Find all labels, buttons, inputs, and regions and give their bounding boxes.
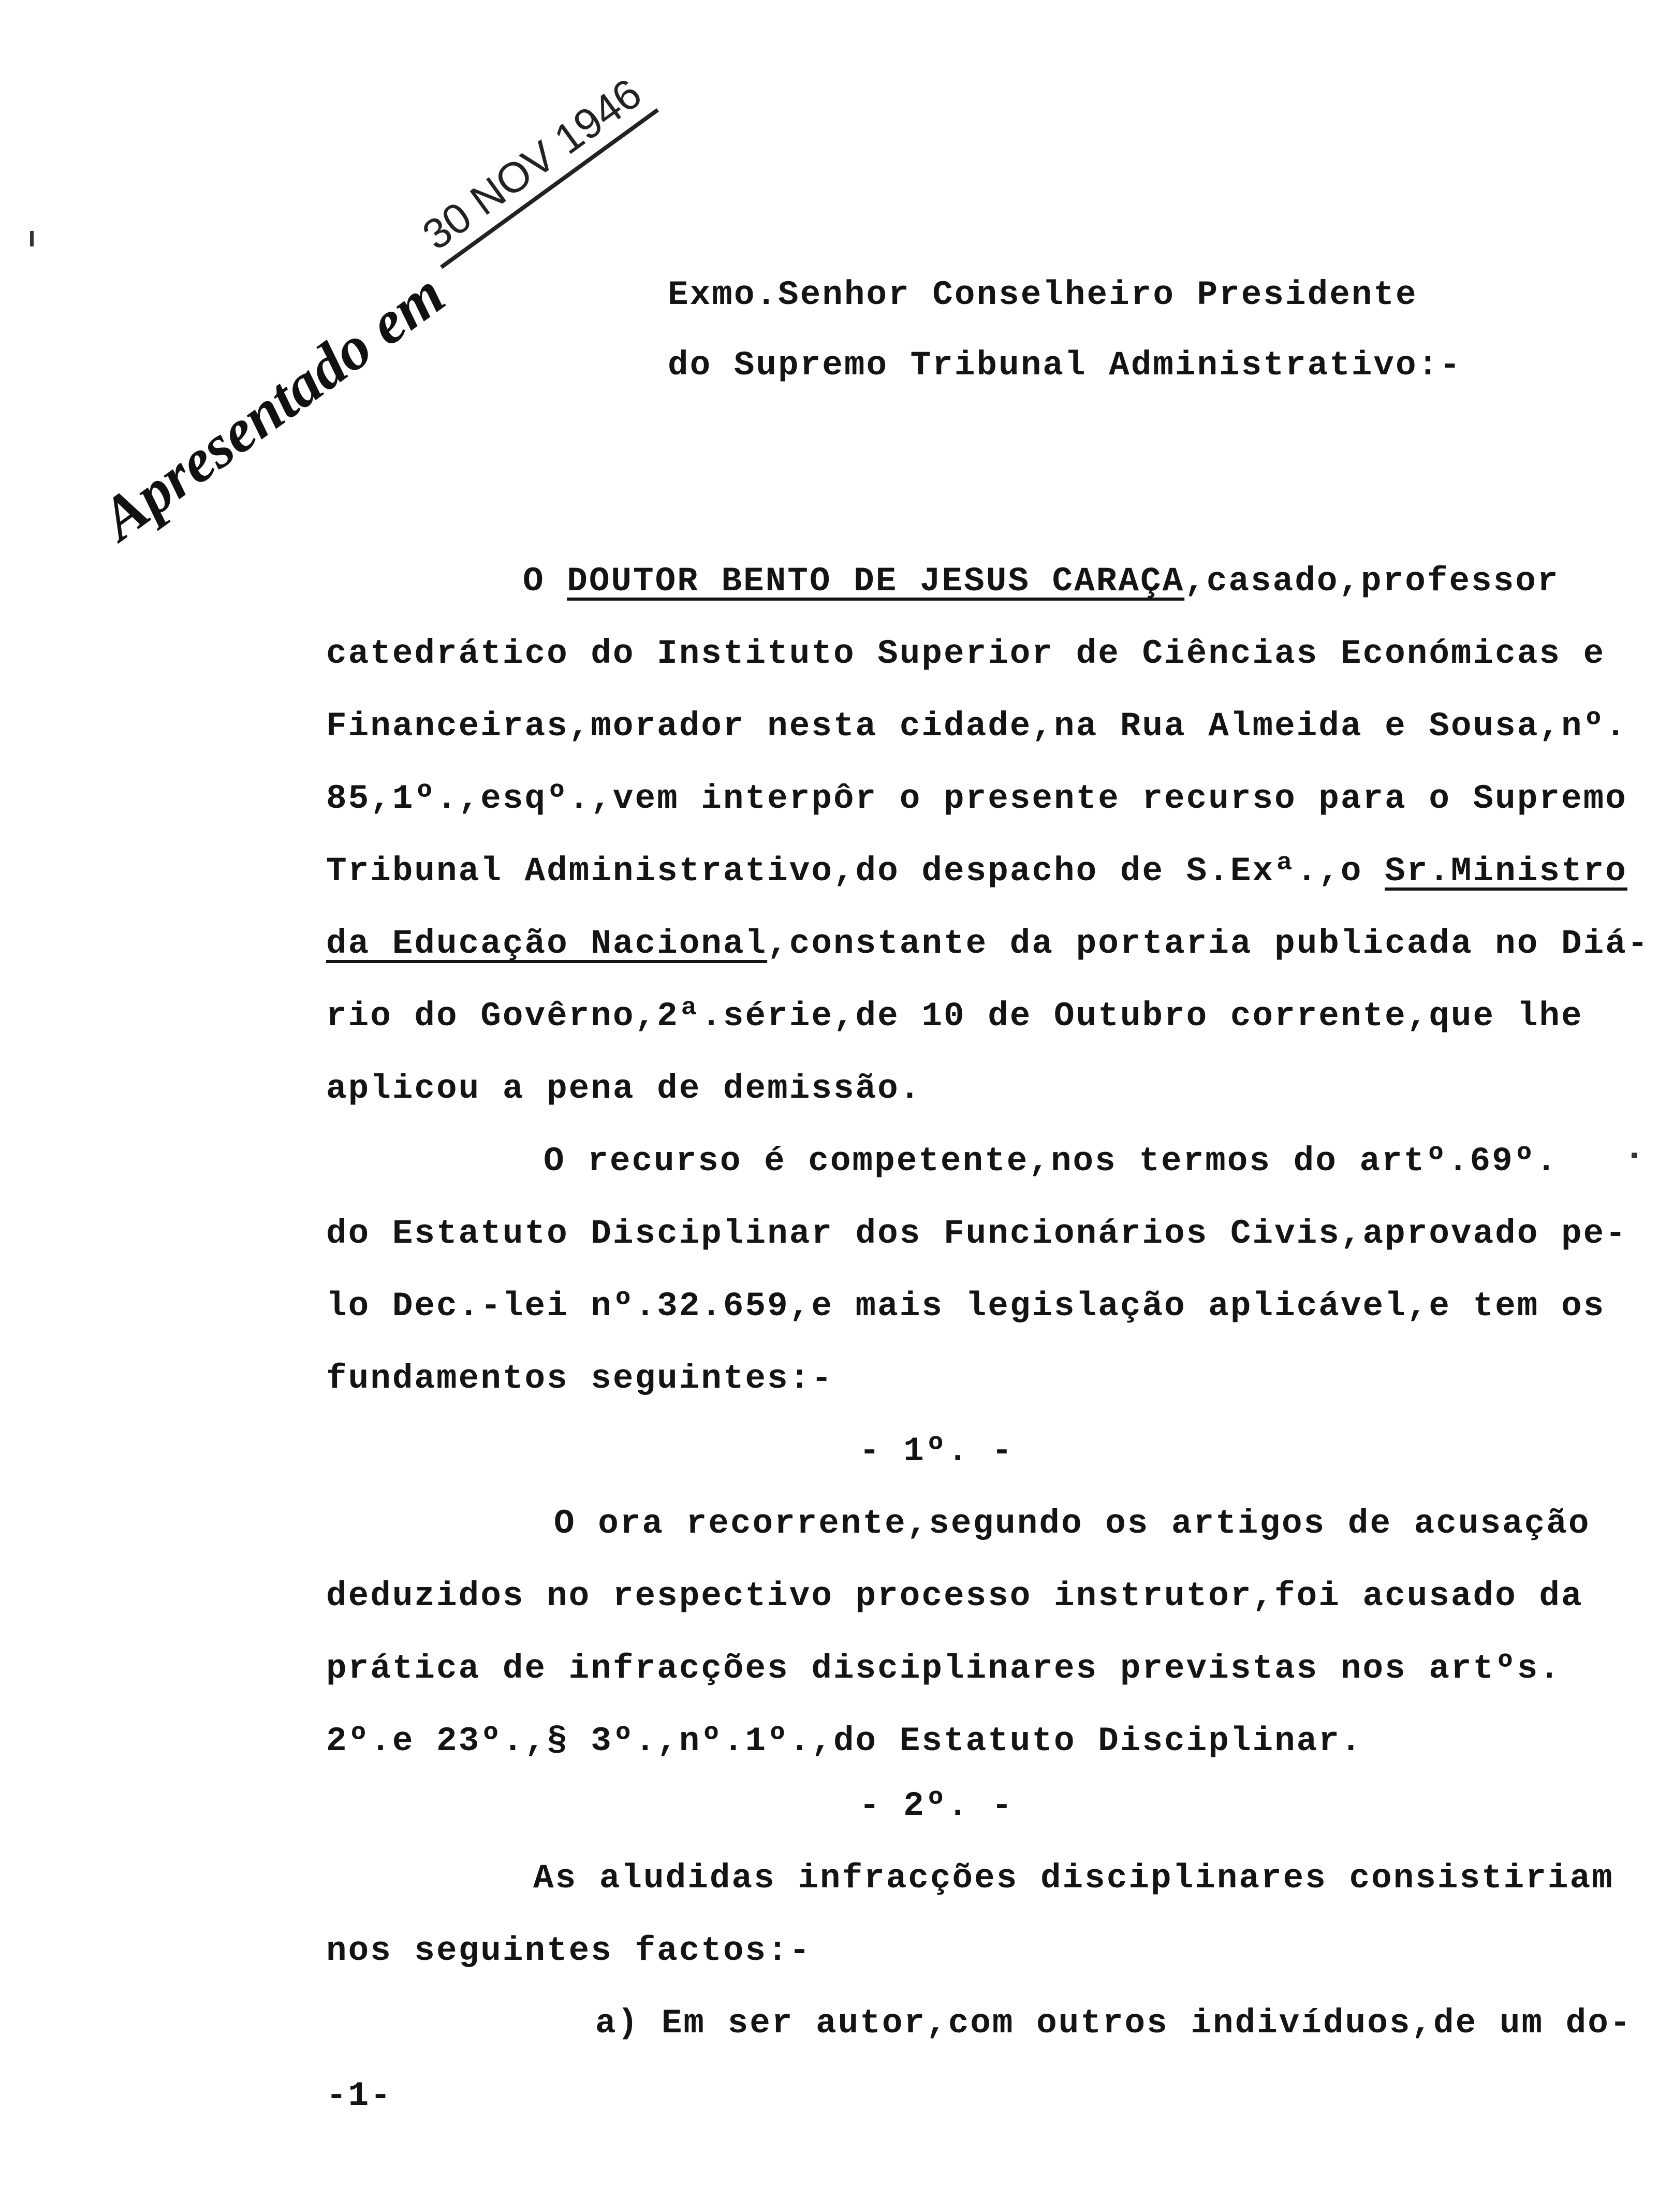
paragraph1-line-6 bbox=[326, 924, 1650, 963]
section2-line-2: nos seguintes factos:- bbox=[326, 1931, 812, 1970]
appellant-name: DOUTOR BENTO DE JESUS CARAÇA bbox=[567, 562, 1185, 601]
page-number: -1- bbox=[326, 2076, 392, 2115]
section2-heading: - 2º. - bbox=[859, 1786, 1014, 1825]
section1-line-2: deduzidos no respectivo processo instrutor,foi acusado da bbox=[326, 1577, 1583, 1616]
section1-heading: - 1º. - bbox=[859, 1432, 1014, 1471]
paragraph1-line-4: 85,1º.,esqº.,vem interpôr o presente recurso para o Supremo bbox=[326, 779, 1627, 818]
ministry-name: da Educação Nacional bbox=[326, 924, 768, 963]
paragraph1-line-1 bbox=[523, 564, 1560, 599]
paragraph2-line-3: lo Dec.-lei nº.32.659,e mais legislação aplicável,e tem os bbox=[326, 1287, 1606, 1326]
minister-title: Sr.Ministro bbox=[1385, 852, 1627, 891]
paragraph1-line-1-suffix: ,casado,professor bbox=[1184, 562, 1560, 601]
section1-line-3: prática de infracções disciplinares previstas nos artºs. bbox=[326, 1649, 1561, 1688]
scan-mark-left bbox=[30, 231, 34, 246]
section2-line-1: As aludidas infracções disciplinares consistiriam bbox=[533, 1859, 1614, 1898]
address-line-1: Exmo.Senhor Conselheiro Presidente bbox=[668, 275, 1418, 314]
scan-mark-right bbox=[1632, 1153, 1637, 1158]
stamp-date: 30 NOV 1946 bbox=[410, 66, 659, 269]
paragraph1-line-2: catedrático do Instituto Superior de Ciências Económicas e bbox=[326, 634, 1606, 673]
paragraph1-line-6-suffix: ,constante da portaria publicada no Diá- bbox=[767, 924, 1650, 963]
section1-line-1: O ora recorrente,segundo os artigos de acusação bbox=[554, 1504, 1591, 1543]
paragraph1-line-8: aplicou a pena de demissão. bbox=[326, 1069, 922, 1108]
address-line-2: do Supremo Tribunal Administrativo:- bbox=[668, 346, 1462, 385]
section1-line-4: 2º.e 23º.,§ 3º.,nº.1º.,do Estatuto Disciplinar. bbox=[326, 1722, 1363, 1760]
paragraph1-line-5-prefix: Tribunal Administrativo,do despacho de S.Exª.,o bbox=[326, 852, 1385, 891]
paragraph1-line-5 bbox=[326, 854, 1627, 889]
section2-item-a: a) Em ser autor,com outros indivíduos,de um do- bbox=[595, 2004, 1632, 2043]
paragraph1-line-7: rio do Govêrno,2ª.série,de 10 de Outubro corrente,que lhe bbox=[326, 997, 1583, 1036]
paragraph2-line-1: O recurso é competente,nos termos do artº.69º. bbox=[544, 1142, 1558, 1181]
paragraph1-line-1-prefix: O bbox=[523, 562, 567, 601]
paragraph2-line-4: fundamentos seguintes:- bbox=[326, 1359, 833, 1398]
paragraph2-line-2: do Estatuto Disciplinar dos Funcionários Civis,aprovado pe- bbox=[326, 1214, 1627, 1253]
paragraph1-line-3: Financeiras,morador nesta cidade,na Rua Almeida e Sousa,nº. bbox=[326, 707, 1627, 746]
stamp-label: Apresentado em bbox=[89, 259, 457, 553]
received-stamp bbox=[88, 69, 688, 556]
